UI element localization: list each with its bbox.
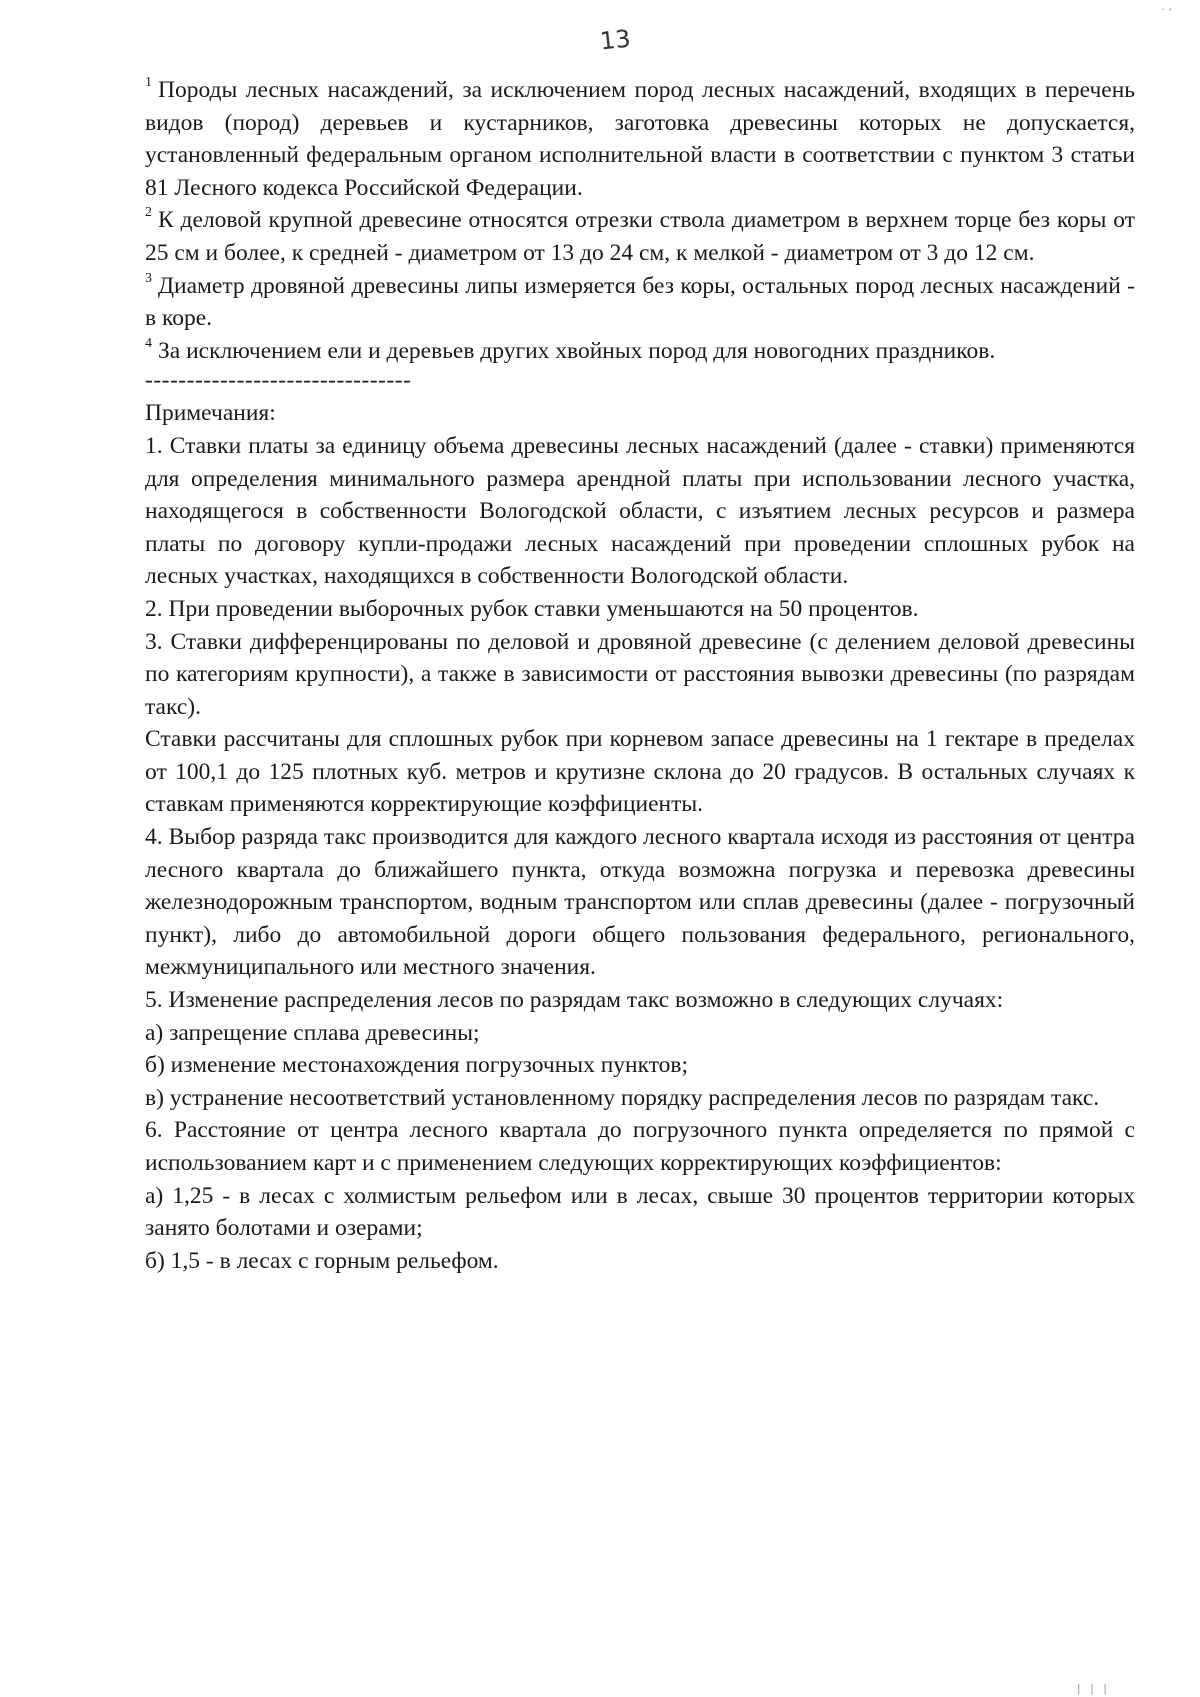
footnote-separator: --------------------------------: [145, 367, 412, 394]
footnote-marker: 2: [145, 205, 152, 221]
scan-artifact: | | |: [1076, 1682, 1110, 1695]
footnote-text: Породы лесных насаждений, за исключением пород лесных насаждений, входящих в перечень видов (пород) деревьев и кустарников, заготовка древесины которых не допускается, установленный федеральным органом исполнительной власти в соответствии с пунктом 3 статьи 81 Лесного кодекса Российской Федерации.: [145, 77, 1135, 201]
footnote-3: [145, 270, 1135, 335]
note-list-item: б) 1,5 - в лесах с горным рельефом.: [145, 1247, 499, 1274]
footnote-4: [145, 335, 1135, 368]
note-list-item: в) устранение несоответствий установленному порядку распределения лесов по разрядам такс.: [145, 1084, 1100, 1111]
footnote-text: За исключением ели и деревьев других хвойных пород для новогодних праздников.: [158, 337, 996, 364]
note-paragraph: 3. Ставки дифференцированы по деловой и дровяной древесине (с делением деловой древесины по категориям крупности), а также в зависимости от расстояния вывозки древесины (по разрядам такс).: [145, 628, 1135, 720]
note-paragraph: 2. При проведении выборочных рубок ставки уменьшаются на 50 процентов.: [145, 595, 919, 622]
page-number: 13: [598, 24, 632, 56]
footnote-1: [145, 74, 1135, 204]
note-paragraph: 5. Изменение распределения лесов по разрядам такс возможно в следующих случаях:: [145, 987, 1004, 1014]
footnote-marker: 1: [145, 75, 152, 90]
note-list-item: а) 1,25 - в лесах с холмистым рельефом или в лесах, свыше 30 процентов территории которых занято болотами и озерами;: [145, 1182, 1135, 1242]
footnote-text: К деловой крупной древесине относятся отрезки ствола диаметром в верхнем торце без коры от 25 см и более, к средней - диаметром от 13 до 24 см, к мелкой - диаметром от 3 до 12 см.: [145, 207, 1135, 266]
note-paragraph: Ставки рассчитаны для сплошных рубок при корневом запасе древесины на 1 гектаре в пределах от 100,1 до 125 плотных куб. метров и крутизне склона до 20 градусов. В остальных случаях к ставкам применяются корректирующие коэффициенты.: [145, 726, 1135, 818]
note-list-item: а) запрещение сплава древесины;: [145, 1019, 480, 1046]
note-paragraph: 4. Выбор разряда такс производится для каждого лесного квартала исходя из расстояния от центра лесного квартала до ближайшего пункта, откуда возможна погрузка и перевозка древесины железнодорожным транспортом, водным транспортом или сплав древесины (далее - погрузочный пункт), либо до автомобильной дороги общего пользования федерального, регионального, межмуниципального или местного значения.: [145, 824, 1135, 981]
footnote-text: Диаметр дровяной древесины липы измеряется без коры, остальных пород лесных насаждений - в коре.: [145, 272, 1135, 332]
note-paragraph: 1. Ставки платы за единицу объема древесины лесных насаждений (далее - ставки) применяются для определения минимального размера арендной платы при использовании лесного участка, находящегося в собственности Вологодской области, с изъятием лесных ресурсов и размера платы по договору купли-продажи лесных насаждений при проведении сплошных рубок на лесных участках, находящихся в собственности Вологодской области.: [145, 432, 1135, 590]
footnote-marker: 4: [145, 335, 152, 351]
scan-artifact: . ,: [1161, 0, 1172, 13]
notes-heading: Примечания:: [145, 400, 276, 427]
footnote-2: [145, 204, 1135, 269]
note-paragraph: 6. Расстояние от центра лесного квартала до погрузочного пункта определяется по прямой с использованием карт и с применением следующих корректирующих коэффициентов:: [145, 1117, 1135, 1176]
note-list-item: б) изменение местонахождения погрузочных пунктов;: [145, 1052, 689, 1079]
document-body: [145, 74, 1135, 1277]
footnote-marker: 3: [145, 270, 152, 286]
